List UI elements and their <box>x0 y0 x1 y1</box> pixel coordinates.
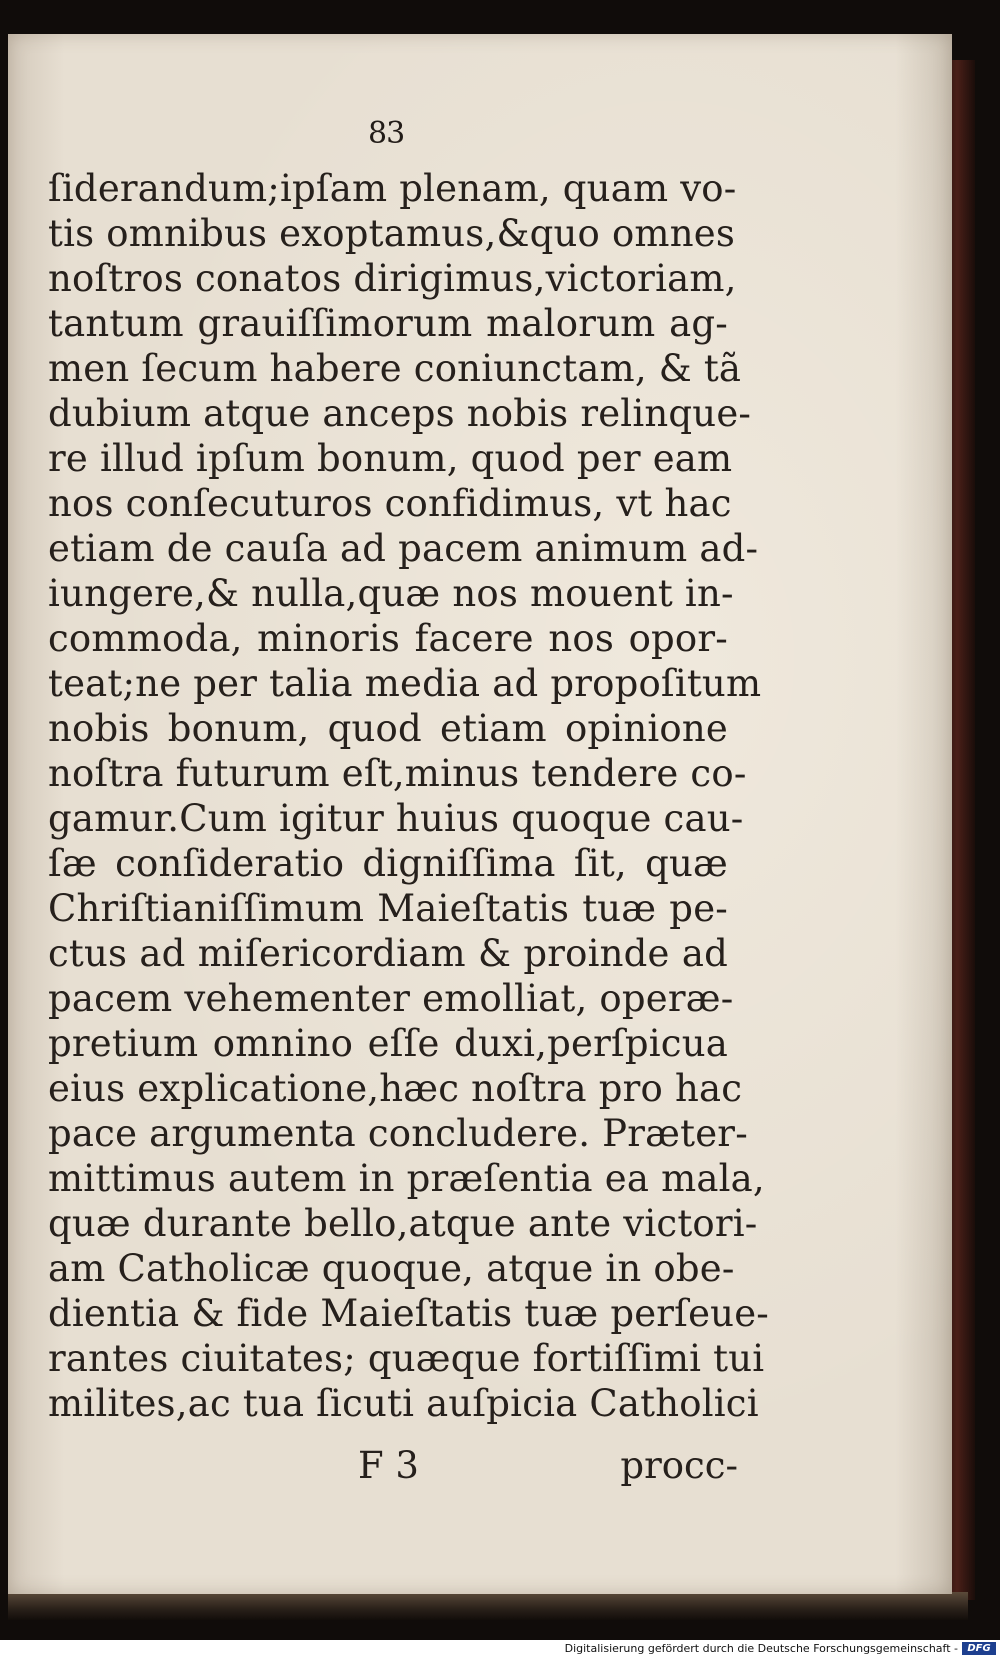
text-line: noſtros conatos dirigimus,victoriam, <box>48 257 737 300</box>
catchword: procc- <box>620 1444 738 1487</box>
text-line: men ſecum habere coniunctam, & tã <box>48 347 742 390</box>
text-line: pace argumenta concludere. Præter- <box>48 1112 748 1155</box>
text-line: tis omnibus exoptamus,&quo omnes <box>48 212 736 255</box>
dfg-logo: DFG <box>962 1642 996 1655</box>
text-line: am Catholicæ quoque, atque in obe- <box>48 1247 735 1290</box>
text-block <box>48 166 770 1426</box>
text-line: quæ durante bello,atque ante victori- <box>48 1202 758 1245</box>
text-line: ſæ conſideratio digniſſima ſit, quæ <box>48 842 728 885</box>
text-line: etiam de cauſa ad pacem animum ad- <box>48 527 759 570</box>
text-line: tantum grauiſſimorum malorum ag- <box>48 302 728 345</box>
credit-text: Digitalisierung gefördert durch die Deutsche Forschungsgemeinschaft - <box>564 1642 958 1655</box>
text-line: rantes ciuitates; quæque fortiſſimi tui <box>48 1337 765 1380</box>
digitization-credit-bar <box>0 1640 1000 1658</box>
text-line: pretium omnino eſſe duxi,perſpicua <box>48 1022 728 1065</box>
text-line: re illud ipſum bonum, quod per eam <box>48 437 733 480</box>
text-line: iungere,& nulla,quæ nos mouent in- <box>48 572 734 615</box>
text-line: pacem vehementer emolliat, operæ- <box>48 977 734 1020</box>
page-number: 83 <box>368 116 405 151</box>
text-line: noſtra futurum eſt,minus tendere co- <box>48 752 747 795</box>
text-line: milites,ac tua ſicuti auſpicia Catholici <box>48 1382 759 1425</box>
page-footer <box>48 1444 738 1494</box>
text-line: teat;ne per talia media ad propoſitum <box>48 662 762 705</box>
page-bottom-edge <box>8 1592 968 1620</box>
text-line: nobis bonum, quod etiam opinione <box>48 707 728 750</box>
text-line: dubium atque anceps nobis relinque- <box>48 392 752 435</box>
book-page <box>8 34 952 1594</box>
text-line: ctus ad miſericordiam & proinde ad <box>48 932 728 975</box>
text-line: ſiderandum;ipſam plenam, quam vo- <box>48 167 737 210</box>
text-line: commoda, minoris facere nos opor- <box>48 617 728 660</box>
text-line: Chriſtianiſſimum Maieſtatis tuæ pe- <box>48 887 728 930</box>
signature-mark: F 3 <box>358 1444 419 1487</box>
text-line: gamur.Cum igitur huius quoque cau- <box>48 797 744 840</box>
text-line: dientia & fide Maieſtatis tuæ perſeue- <box>48 1292 770 1335</box>
text-line: nos conſecuturos confidimus, vt hac <box>48 482 732 525</box>
text-line: eius explicatione,hæc noſtra pro hac <box>48 1067 743 1110</box>
text-line: mittimus autem in præſentia ea mala, <box>48 1157 765 1200</box>
